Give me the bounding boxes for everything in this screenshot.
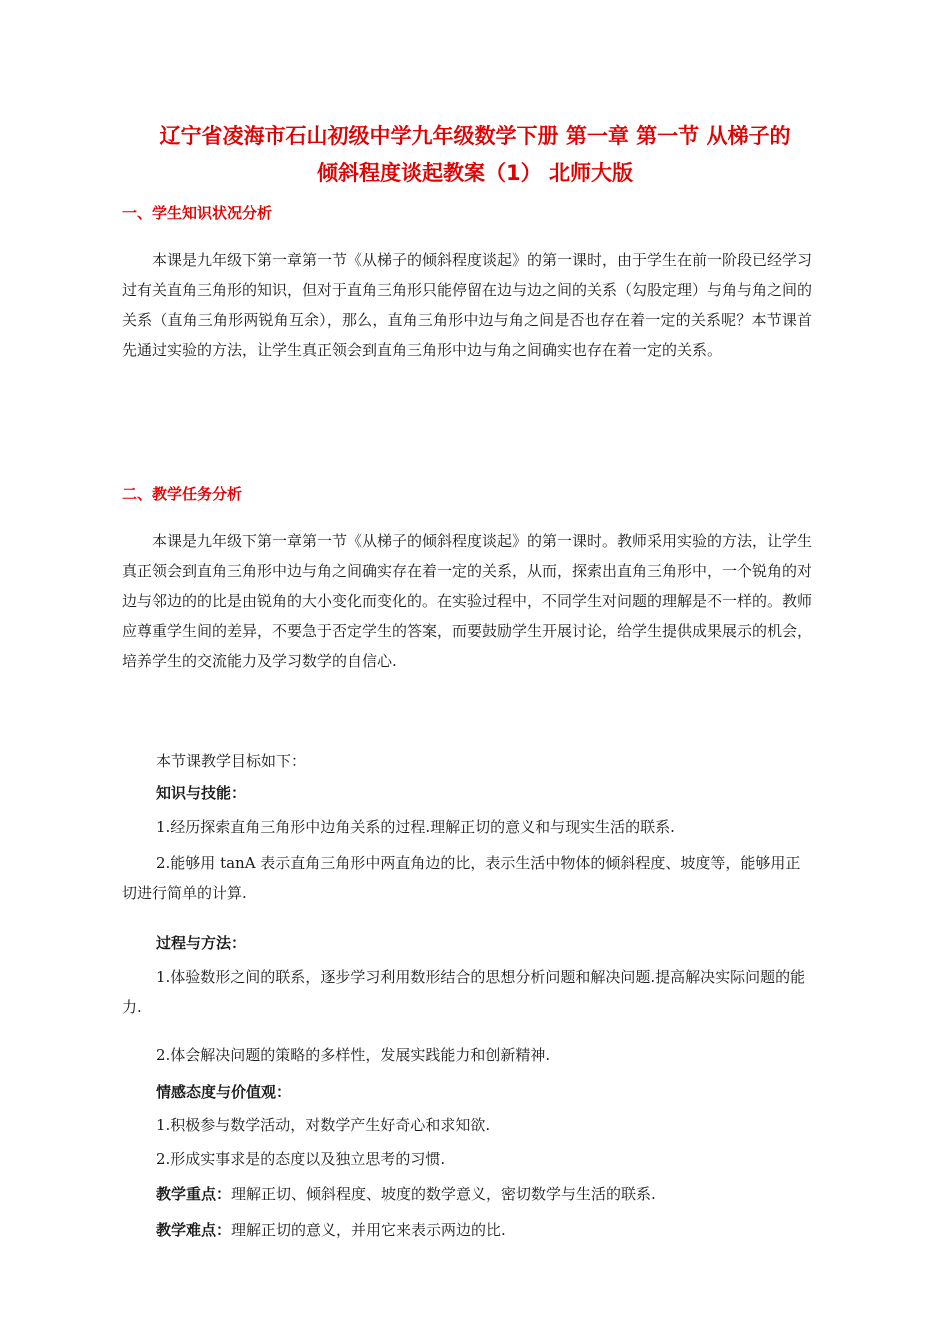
process-item-1: 1.体验数形之间的联系，逐步学习利用数形结合的思想分析问题和解决问题.提高解决实际问题的能力. (122, 968, 806, 1016)
teaching-key-point-label: 教学重点： (156, 1185, 232, 1203)
teaching-key-point-text: 理解正切、倾斜程度、坡度的数学意义，密切数学与生活的联系. (231, 1185, 656, 1203)
knowledge-skills-label: 知识与技能： (156, 784, 247, 802)
teaching-difficulty-label: 教学难点： (156, 1221, 232, 1239)
emotion-item-2: 2.形成实事求是的态度以及独立思考的习惯. (156, 1150, 446, 1168)
section-2-paragraph: 本课是九年级下第一章第一节《从梯子的倾斜程度谈起》的第一课时。教师采用实验的方法，让学生真正领会到直角三角形中边与角之间确实存在着一定的关系，从而，探索出直角三角形中，一个锐角的对边与邻边的的比是由锐角的大小变化而变化的。在实验过程中，不同学生对问题的理解是不一样的。教师应尊重学生间的差异，不要急于否定学生的答案，而要鼓励学生开展讨论，给学生提供成果展示的机会，培养学生的交流能力及学习数学的自信心. (122, 532, 813, 670)
teaching-key-point (156, 1179, 848, 1209)
emotion-values-label: 情感态度与价值观： (156, 1083, 292, 1101)
teaching-difficulty (156, 1215, 848, 1245)
knowledge-item-2: 2.能够用 tanA 表示直角三角形中两直角边的比，表示生活中物体的倾斜程度、坡度等，能够用正切进行简单的计算. (122, 854, 801, 902)
knowledge-item-1: 1.经历探索直角三角形中边角关系的过程.理解正切的意义和与现实生活的联系. (156, 818, 675, 836)
document-title-line-2: 倾斜程度谈起教案（1） 北师大版 (317, 161, 633, 185)
teaching-difficulty-text: 理解正切的意义，并用它来表示两边的比. (231, 1221, 506, 1239)
document-title-line-1: 辽宁省凌海市石山初级中学九年级数学下册 第一章 第一节 从梯子的 (159, 124, 791, 148)
section-1-heading: 一、学生知识状况分析 (122, 204, 273, 222)
process-methods-label: 过程与方法： (156, 934, 247, 952)
section-1-paragraph: 本课是九年级下第一章第一节《从梯子的倾斜程度谈起》的第一课时，由于学生在前一阶段已经学习过有关直角三角形的知识，但对于直角三角形只能停留在边与边之间的关系（勾股定理）与角与角之间的关系（直角三角形两锐角互余），那么，直角三角形中边与角之间是否也存在着一定的关系呢？本节课首先通过实验的方法，让学生真正领会到直角三角形中边与角之间确实也存在着一定的关系。 (122, 251, 813, 359)
process-item-2: 2.体会解决问题的策略的多样性，发展实践能力和创新精神. (156, 1046, 551, 1064)
emotion-item-1: 1.积极参与数学活动，对数学产生好奇心和求知欲. (156, 1116, 491, 1134)
goals-intro: 本节课教学目标如下： (156, 752, 307, 770)
section-2-heading: 二、教学任务分析 (122, 485, 243, 503)
